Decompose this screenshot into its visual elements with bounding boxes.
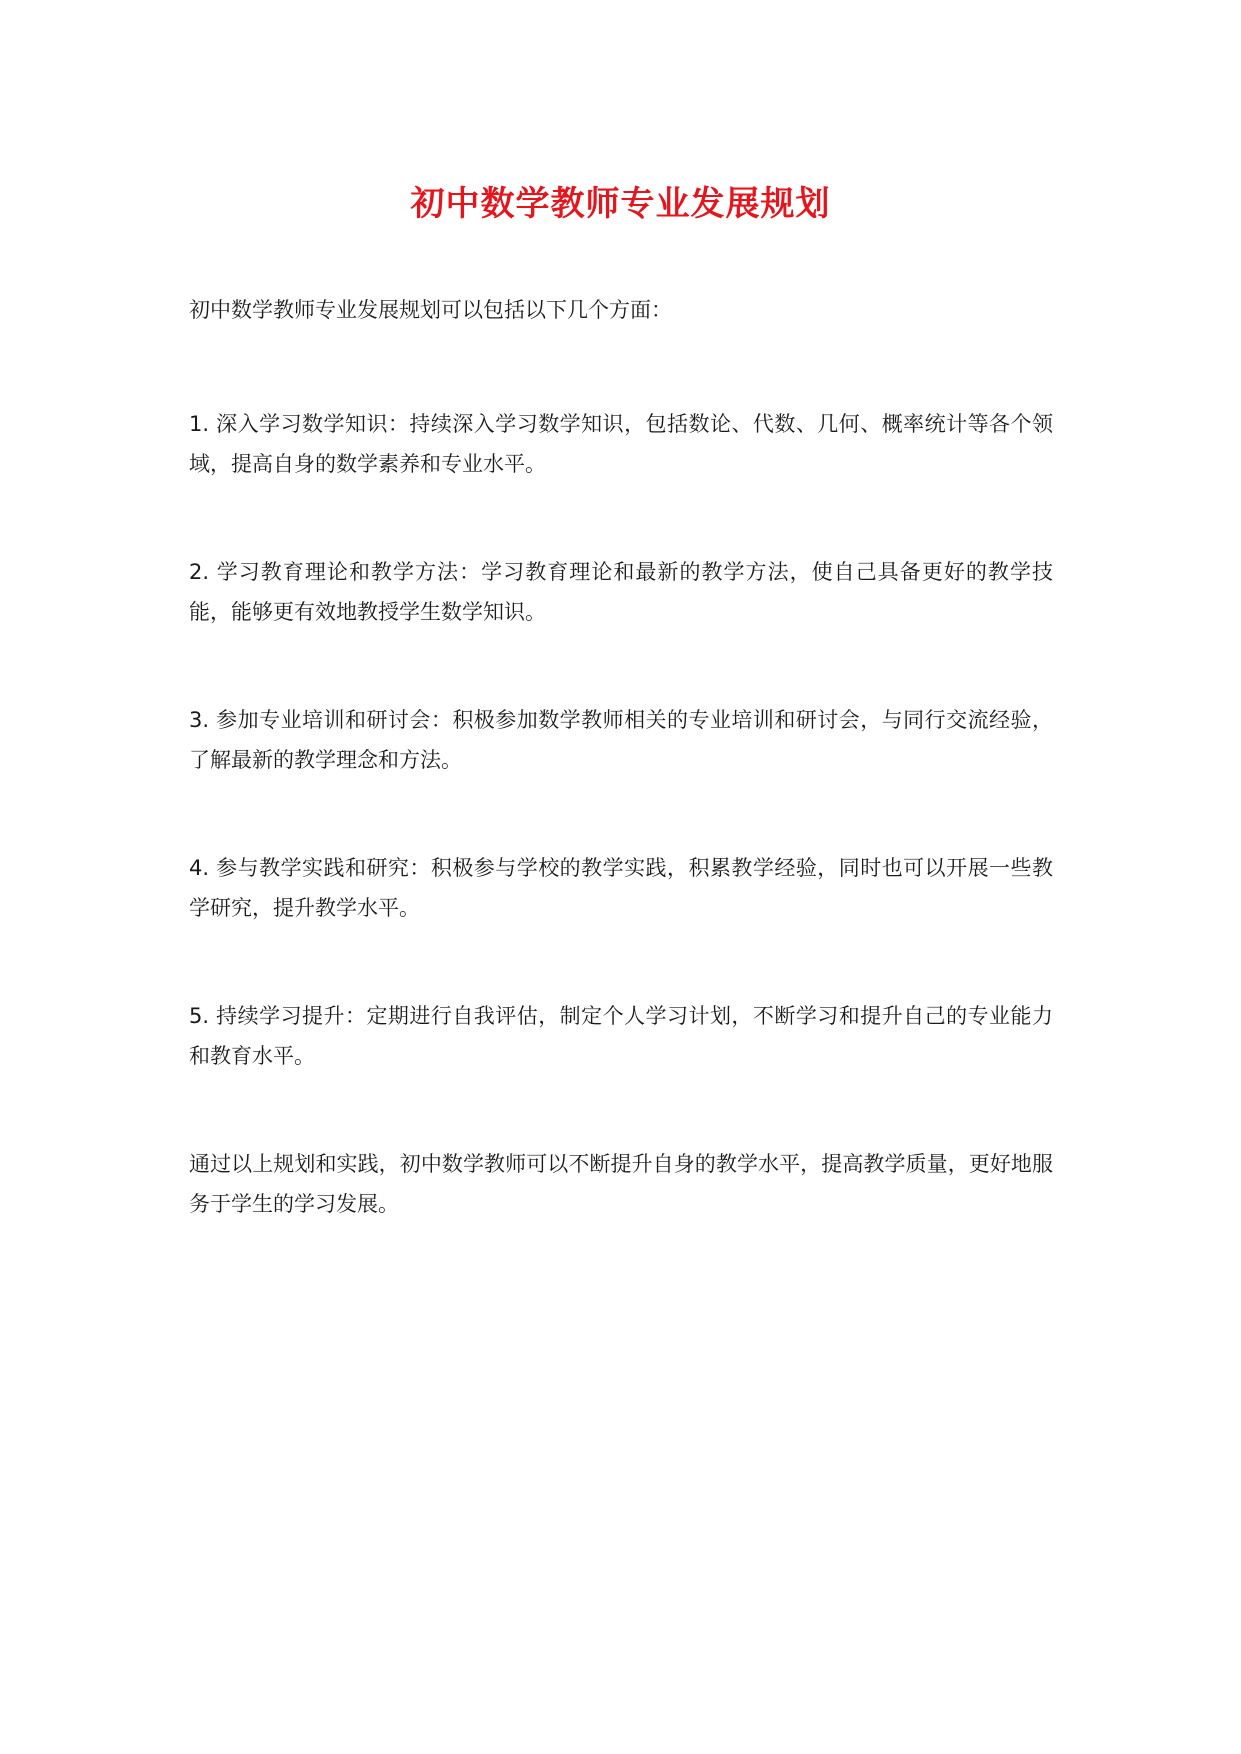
- list-item-3: 3. 参加专业培训和研讨会：积极参加数学教师相关的专业培训和研讨会，与同行交流经验，了解最新的教学理念和方法。: [189, 708, 1053, 772]
- intro-paragraph: 初中数学教师专业发展规划可以包括以下几个方面：: [189, 298, 672, 322]
- conclusion-paragraph: 通过以上规划和实践，初中数学教师可以不断提升自身的教学水平，提高教学质量，更好地服务于学生的学习发展。: [189, 1152, 1053, 1216]
- list-item-4: 4. 参与教学实践和研究：积极参与学校的教学实践，积累教学经验，同时也可以开展一些教学研究，提升教学水平。: [189, 856, 1053, 920]
- document-body: [189, 290, 1053, 1224]
- page-title: 初中数学教师专业发展规划: [410, 184, 831, 224]
- list-item-2: 2. 学习教育理论和教学方法：学习教育理论和最新的教学方法，使自己具备更好的教学技能，能够更有效地教授学生数学知识。: [189, 560, 1053, 624]
- list-item-5: 5. 持续学习提升：定期进行自我评估，制定个人学习计划，不断学习和提升自己的专业能力和教育水平。: [189, 1004, 1053, 1068]
- list-item-1: 1. 深入学习数学知识：持续深入学习数学知识，包括数论、代数、几何、概率统计等各个领域，提高自身的数学素养和专业水平。: [189, 412, 1053, 476]
